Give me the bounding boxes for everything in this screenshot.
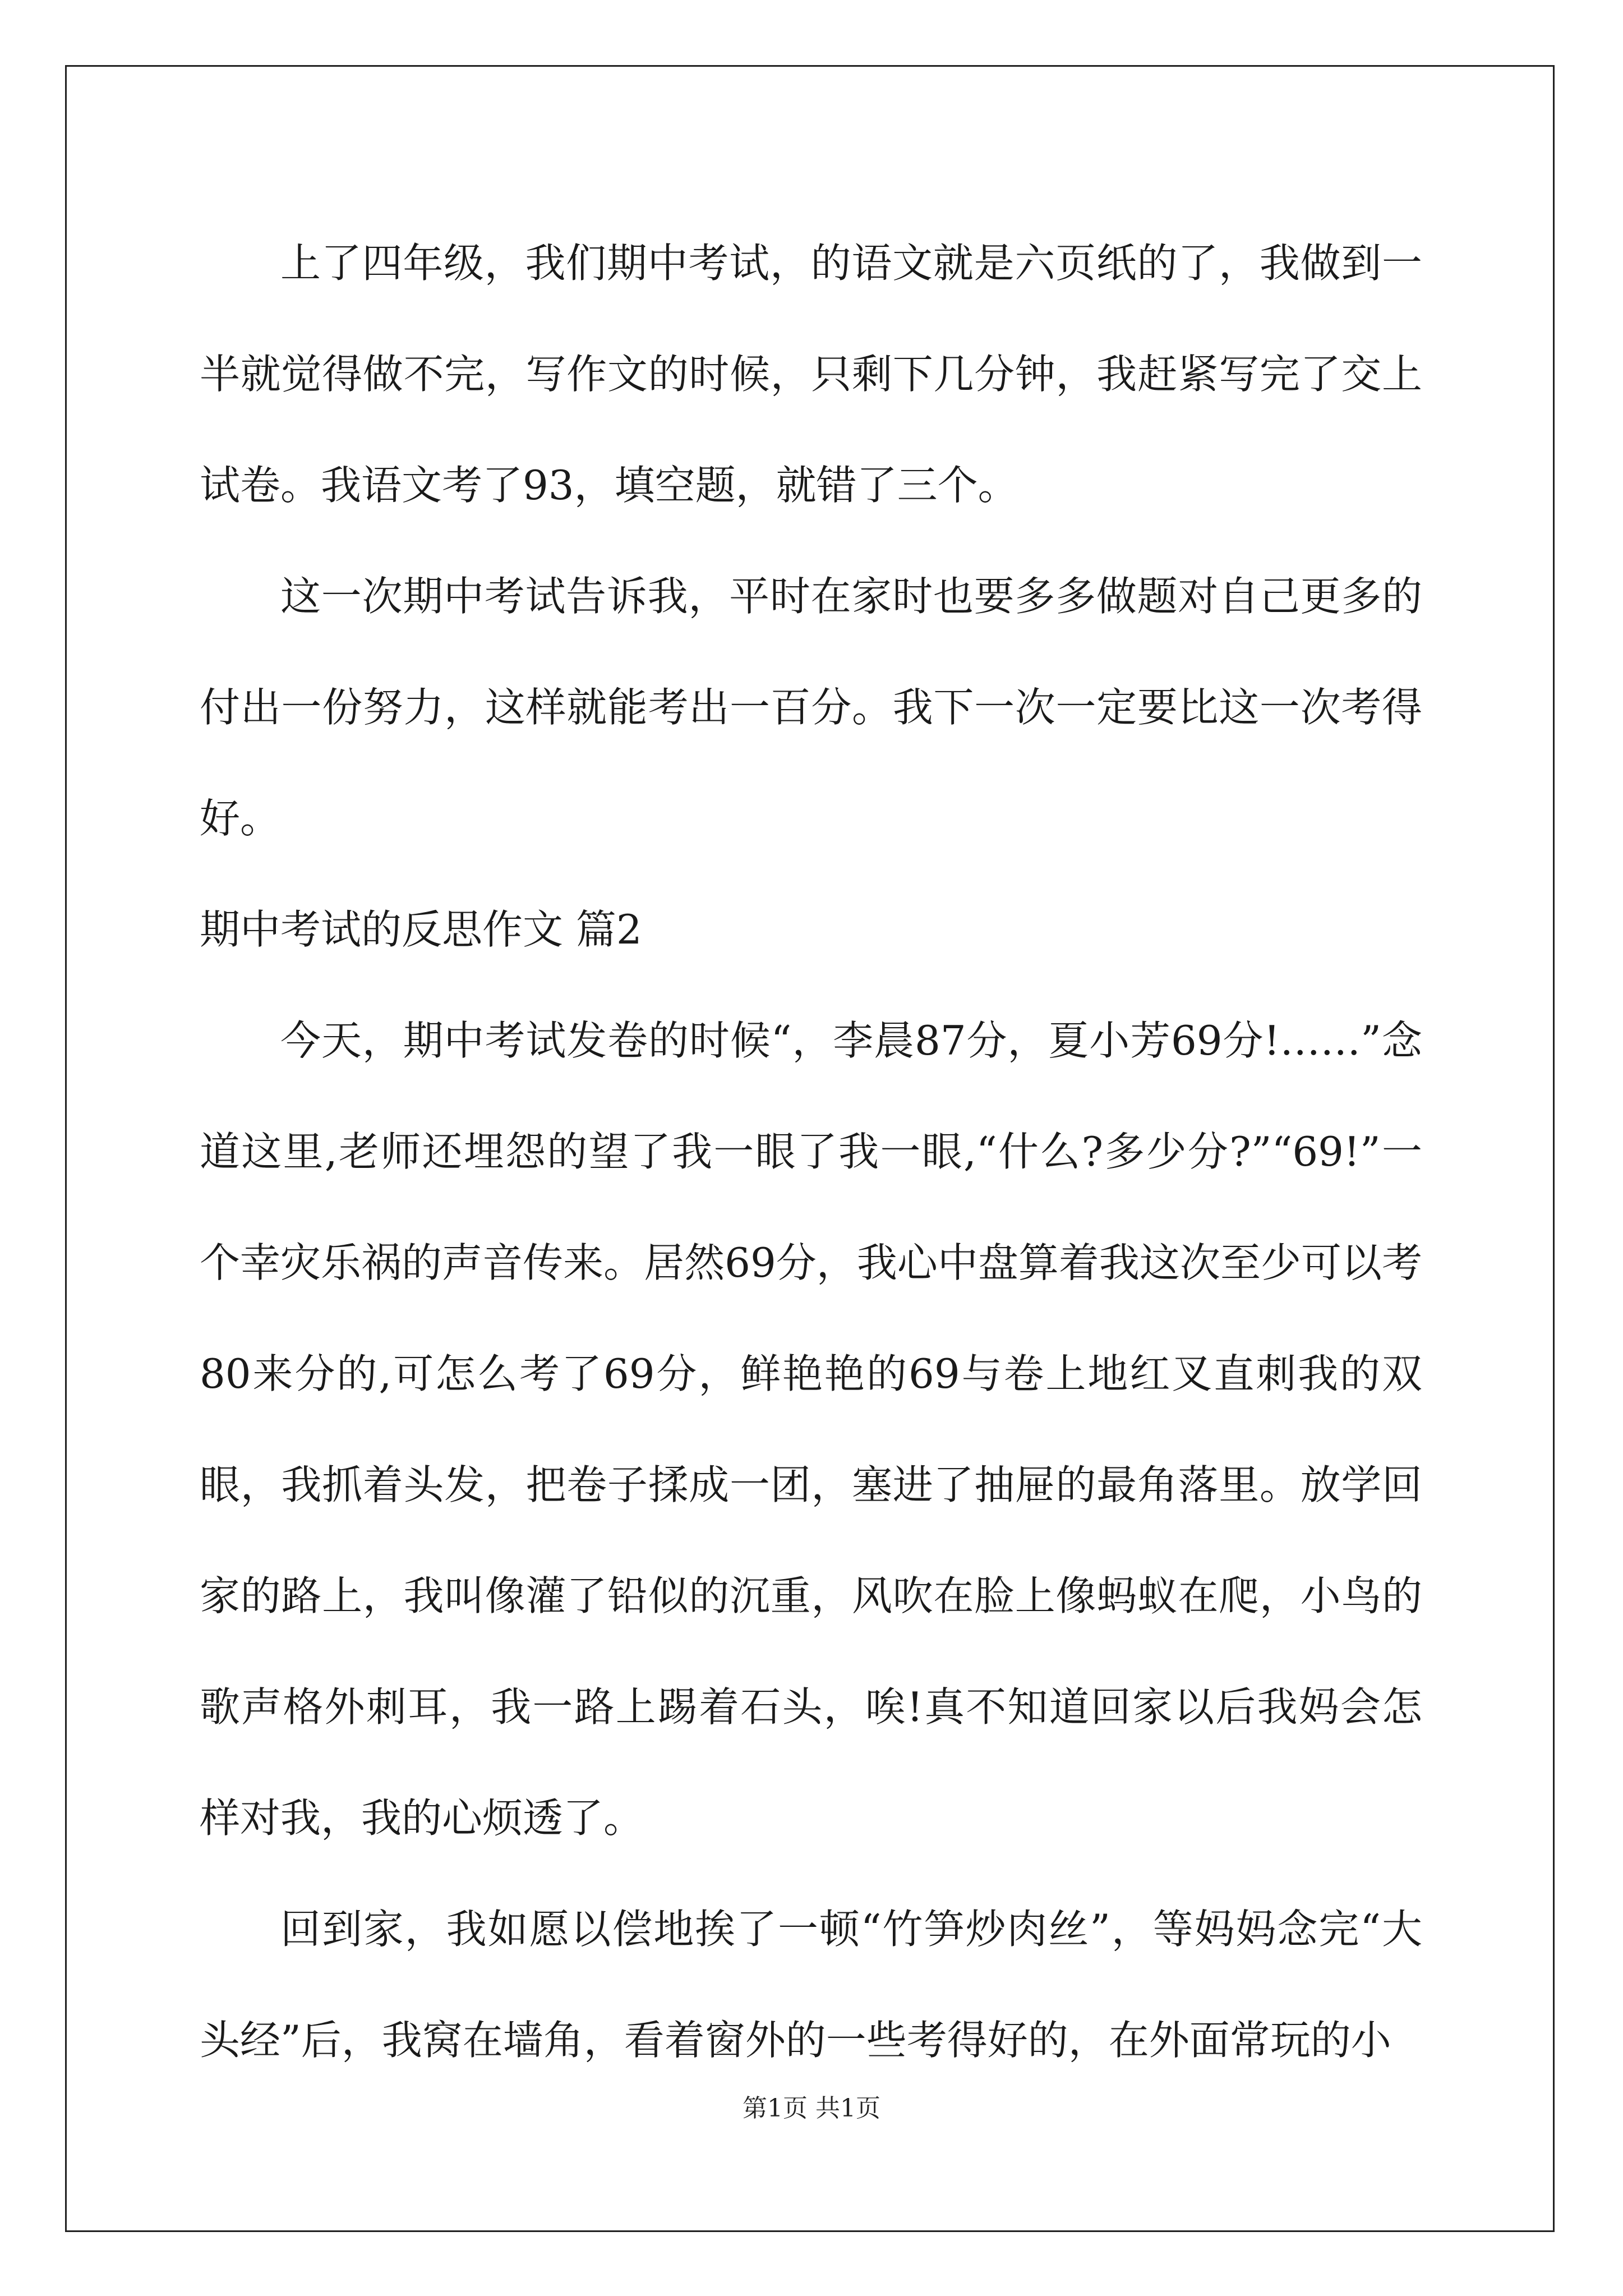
paragraph: 今天，期中考试发卷的时候“，李晨87分，夏小芳69分!……”念道这里,老师还埋怨的望了我一眼了我一眼,“什么?多少分?”“69!”一个幸灾乐祸的声音传来。居然69分，我心中盘算着我这次至少可以考80来分的,可怎么考了69分，鲜艳艳的69与卷上地红叉直刺我的双眼，我抓着头发，把卷子揉成一团，塞进了抽屉的最角落里。放学回家的路上，我叫像灌了铅似的沉重，风吹在脸上像蚂蚁在爬，小鸟的歌声格外刺耳，我一路上踢着石头，唉!真不知道回家以后我妈会怎样对我，我的心烦透了。 (200, 1017, 1422, 1842)
section-heading: 期中考试的反思作文 篇2 (200, 906, 642, 953)
paragraph: 上了四年级，我们期中考试，的语文就是六页纸的了，我做到一半就觉得做不完，写作文的时候，只剩下几分钟，我赶紧写完了交上试卷。我语文考了93，填空题，就错了三个。 (200, 240, 1422, 509)
paragraph: 这一次期中考试告诉我，平时在家时也要多多做题对自己更多的付出一份努力，这样就能考出一百分。我下一次一定要比这一次考得好。 (200, 573, 1422, 842)
document-body (200, 208, 1422, 2096)
page-footer: 第1页 共1页 (743, 2094, 880, 2123)
paragraph: 回到家，我如愿以偿地挨了一顿“竹笋炒肉丝”，等妈妈念完“大头经”后，我窝在墙角，看着窗外的一些考得好的，在外面常玩的小 (200, 1906, 1422, 2064)
